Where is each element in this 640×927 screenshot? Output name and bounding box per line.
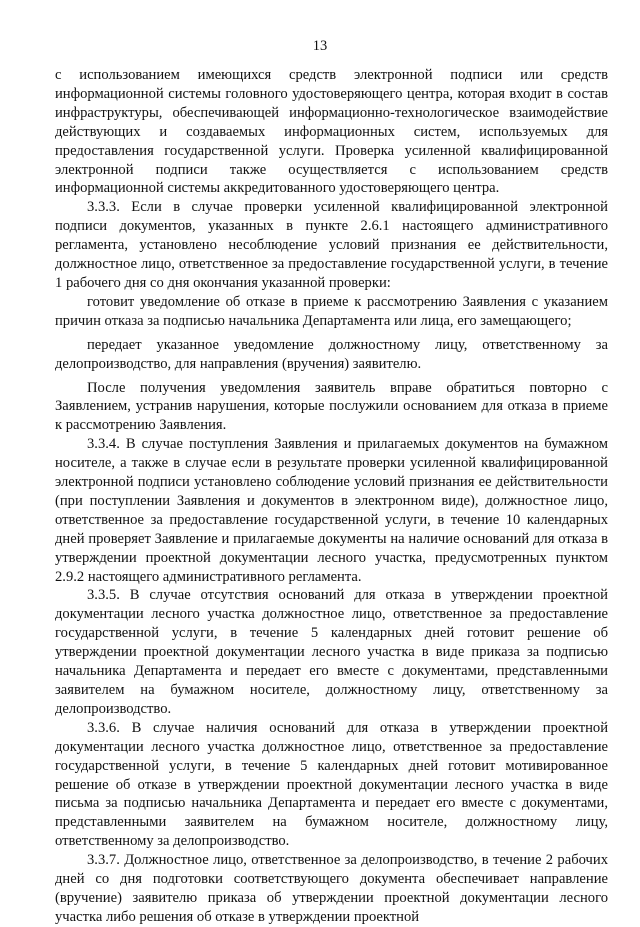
paragraph-reapply: После получения уведомления заявитель вправе обратиться повторно с Заявлением, устранив нарушения, которые послужили основанием для отказа в приеме к рассмотрению Заявления.: [55, 379, 608, 434]
document-body: [55, 66, 608, 927]
page-number: 13: [312, 38, 328, 54]
paragraph-3-3-6: 3.3.6. В случае наличия оснований для отказа в утверждении проектной документации лесного участка должностное лицо, ответственное за предоставление государственной услуги, в течение 5 календарных дней готовит мотивированное решение об отказе в утверждении проектной документации лесного участка в виде письма за подписью начальника Департамента и передает его вместе с документами, представленными заявителем на бумажном носителе, должностному лицу, ответственному за делопроизводство.: [55, 719, 608, 850]
paragraph-transfers-notice: передает указанное уведомление должностному лицу, ответственному за делопроизводство, для направления (вручения) заявителю.: [55, 336, 608, 372]
paragraph-3-3-7: 3.3.7. Должностное лицо, ответственное за делопроизводство, в течение 2 рабочих дней со дня подготовки соответствующего документа обеспечивает направление (вручение) заявителю приказа об утверждении проектной документации лесного участка либо решения об отказе в утверждении проектной: [55, 852, 608, 925]
paragraph-3-3-5: 3.3.5. В случае отсутствия оснований для отказа в утверждении проектной документации лесного участка должностное лицо, ответственное за предоставление государственной услуги, в течение 5 календарных дней готовит решение об утверждении проектной документации лесного участка в виде приказа за подписью начальника Департамента и передает его вместе с документами, представленными заявителем на бумажном носителе, должностному лицу, ответственному за делопроизводство.: [55, 587, 608, 717]
paragraph-prepares-notice: готовит уведомление об отказе в приеме к рассмотрению Заявления с указанием причин отказа за подписью начальника Департамента или лица, его замещающего;: [55, 293, 608, 329]
paragraph-continuation: с использованием имеющихся средств электронной подписи или средств информационной системы головного удостоверяющего центра, которая входит в состав инфраструктуры, обеспечивающей информационно-технологическое взаимодействие действующих и создаваемых информационных систем, используемых для предоставления государственной услуги. Проверка усиленной квалифицированной электронной подписи также осуществляется с использованием средств информационной системы аккредитованного удостоверяющего центра.: [55, 67, 608, 197]
paragraph-3-3-3: 3.3.3. Если в случае проверки усиленной квалифицированной электронной подписи документов, указанных в пункте 2.6.1 настоящего административного регламента, установлено несоблюдение условий признания ее действительности, должностное лицо, ответственное за предоставление государственной услуги, в течение 1 рабочего дня со дня окончания указанной проверки:: [55, 199, 608, 291]
paragraph-3-3-4: 3.3.4. В случае поступления Заявления и прилагаемых документов на бумажном носителе, а также в случае если в результате проверки усиленной квалифицированной электронной подписи установлено соблюдение условий признания ее действительности (при поступлении Заявления и документов в электронном виде), должностное лицо, ответственное за предоставление государственной услуги, в течение 10 календарных дней проверяет Заявление и прилагаемые документы на наличие оснований для отказа в утверждении проектной документации лесного участка, предусмотренных пунктом 2.9.2 настоящего административного регламента.: [55, 436, 608, 585]
